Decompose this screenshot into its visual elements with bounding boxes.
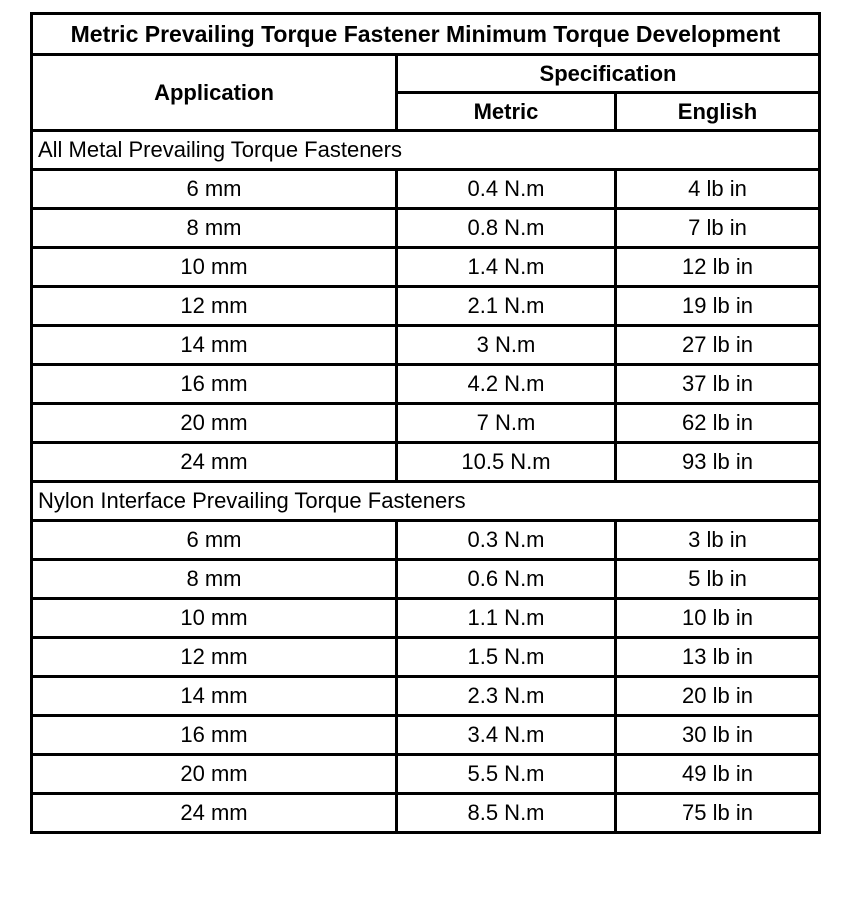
english-cell: 5 lb in [616, 560, 820, 599]
english-cell: 4 lb in [616, 170, 820, 209]
torque-table-container [30, 12, 818, 834]
metric-cell: 7 N.m [397, 404, 616, 443]
metric-cell: 1.1 N.m [397, 599, 616, 638]
metric-header: Metric [397, 93, 616, 131]
section-title: All Metal Prevailing Torque Fasteners [32, 131, 820, 170]
english-cell: 19 lb in [616, 287, 820, 326]
english-cell: 75 lb in [616, 794, 820, 833]
table-row [32, 638, 820, 677]
application-cell: 8 mm [32, 209, 397, 248]
english-cell: 7 lb in [616, 209, 820, 248]
english-cell: 12 lb in [616, 248, 820, 287]
header-row-1 [32, 55, 820, 93]
table-row [32, 755, 820, 794]
application-cell: 20 mm [32, 755, 397, 794]
table-row [32, 560, 820, 599]
title-row [32, 14, 820, 55]
metric-cell: 2.3 N.m [397, 677, 616, 716]
table-row [32, 404, 820, 443]
metric-cell: 0.6 N.m [397, 560, 616, 599]
metric-cell: 8.5 N.m [397, 794, 616, 833]
table-header [32, 14, 820, 131]
english-cell: 30 lb in [616, 716, 820, 755]
table-row [32, 794, 820, 833]
table-row [32, 521, 820, 560]
table-row [32, 365, 820, 404]
application-cell: 20 mm [32, 404, 397, 443]
metric-cell: 10.5 N.m [397, 443, 616, 482]
application-cell: 12 mm [32, 638, 397, 677]
metric-cell: 4.2 N.m [397, 365, 616, 404]
application-cell: 10 mm [32, 599, 397, 638]
table-row [32, 599, 820, 638]
english-cell: 93 lb in [616, 443, 820, 482]
metric-cell: 2.1 N.m [397, 287, 616, 326]
table-body [32, 131, 820, 833]
english-cell: 49 lb in [616, 755, 820, 794]
section-row [32, 482, 820, 521]
metric-cell: 5.5 N.m [397, 755, 616, 794]
application-header: Application [32, 55, 397, 131]
application-cell: 16 mm [32, 716, 397, 755]
section-row [32, 131, 820, 170]
application-cell: 6 mm [32, 521, 397, 560]
english-cell: 62 lb in [616, 404, 820, 443]
application-cell: 14 mm [32, 677, 397, 716]
metric-cell: 0.8 N.m [397, 209, 616, 248]
english-cell: 27 lb in [616, 326, 820, 365]
application-cell: 12 mm [32, 287, 397, 326]
table-row [32, 209, 820, 248]
table-row [32, 287, 820, 326]
table-row [32, 716, 820, 755]
table-row [32, 170, 820, 209]
metric-cell: 3 N.m [397, 326, 616, 365]
english-cell: 10 lb in [616, 599, 820, 638]
english-cell: 37 lb in [616, 365, 820, 404]
english-cell: 20 lb in [616, 677, 820, 716]
table-row [32, 443, 820, 482]
metric-cell: 0.4 N.m [397, 170, 616, 209]
english-cell: 13 lb in [616, 638, 820, 677]
metric-cell: 1.5 N.m [397, 638, 616, 677]
table-row [32, 248, 820, 287]
metric-cell: 0.3 N.m [397, 521, 616, 560]
application-cell: 14 mm [32, 326, 397, 365]
section-title: Nylon Interface Prevailing Torque Fasteners [32, 482, 820, 521]
specification-header: Specification [397, 55, 820, 93]
application-cell: 16 mm [32, 365, 397, 404]
english-cell: 3 lb in [616, 521, 820, 560]
application-cell: 24 mm [32, 443, 397, 482]
table-title: Metric Prevailing Torque Fastener Minimum Torque Development [32, 14, 820, 55]
metric-cell: 1.4 N.m [397, 248, 616, 287]
application-cell: 24 mm [32, 794, 397, 833]
table-row [32, 677, 820, 716]
english-header: English [616, 93, 820, 131]
torque-table [30, 12, 821, 834]
table-row [32, 326, 820, 365]
metric-cell: 3.4 N.m [397, 716, 616, 755]
application-cell: 10 mm [32, 248, 397, 287]
application-cell: 6 mm [32, 170, 397, 209]
application-cell: 8 mm [32, 560, 397, 599]
